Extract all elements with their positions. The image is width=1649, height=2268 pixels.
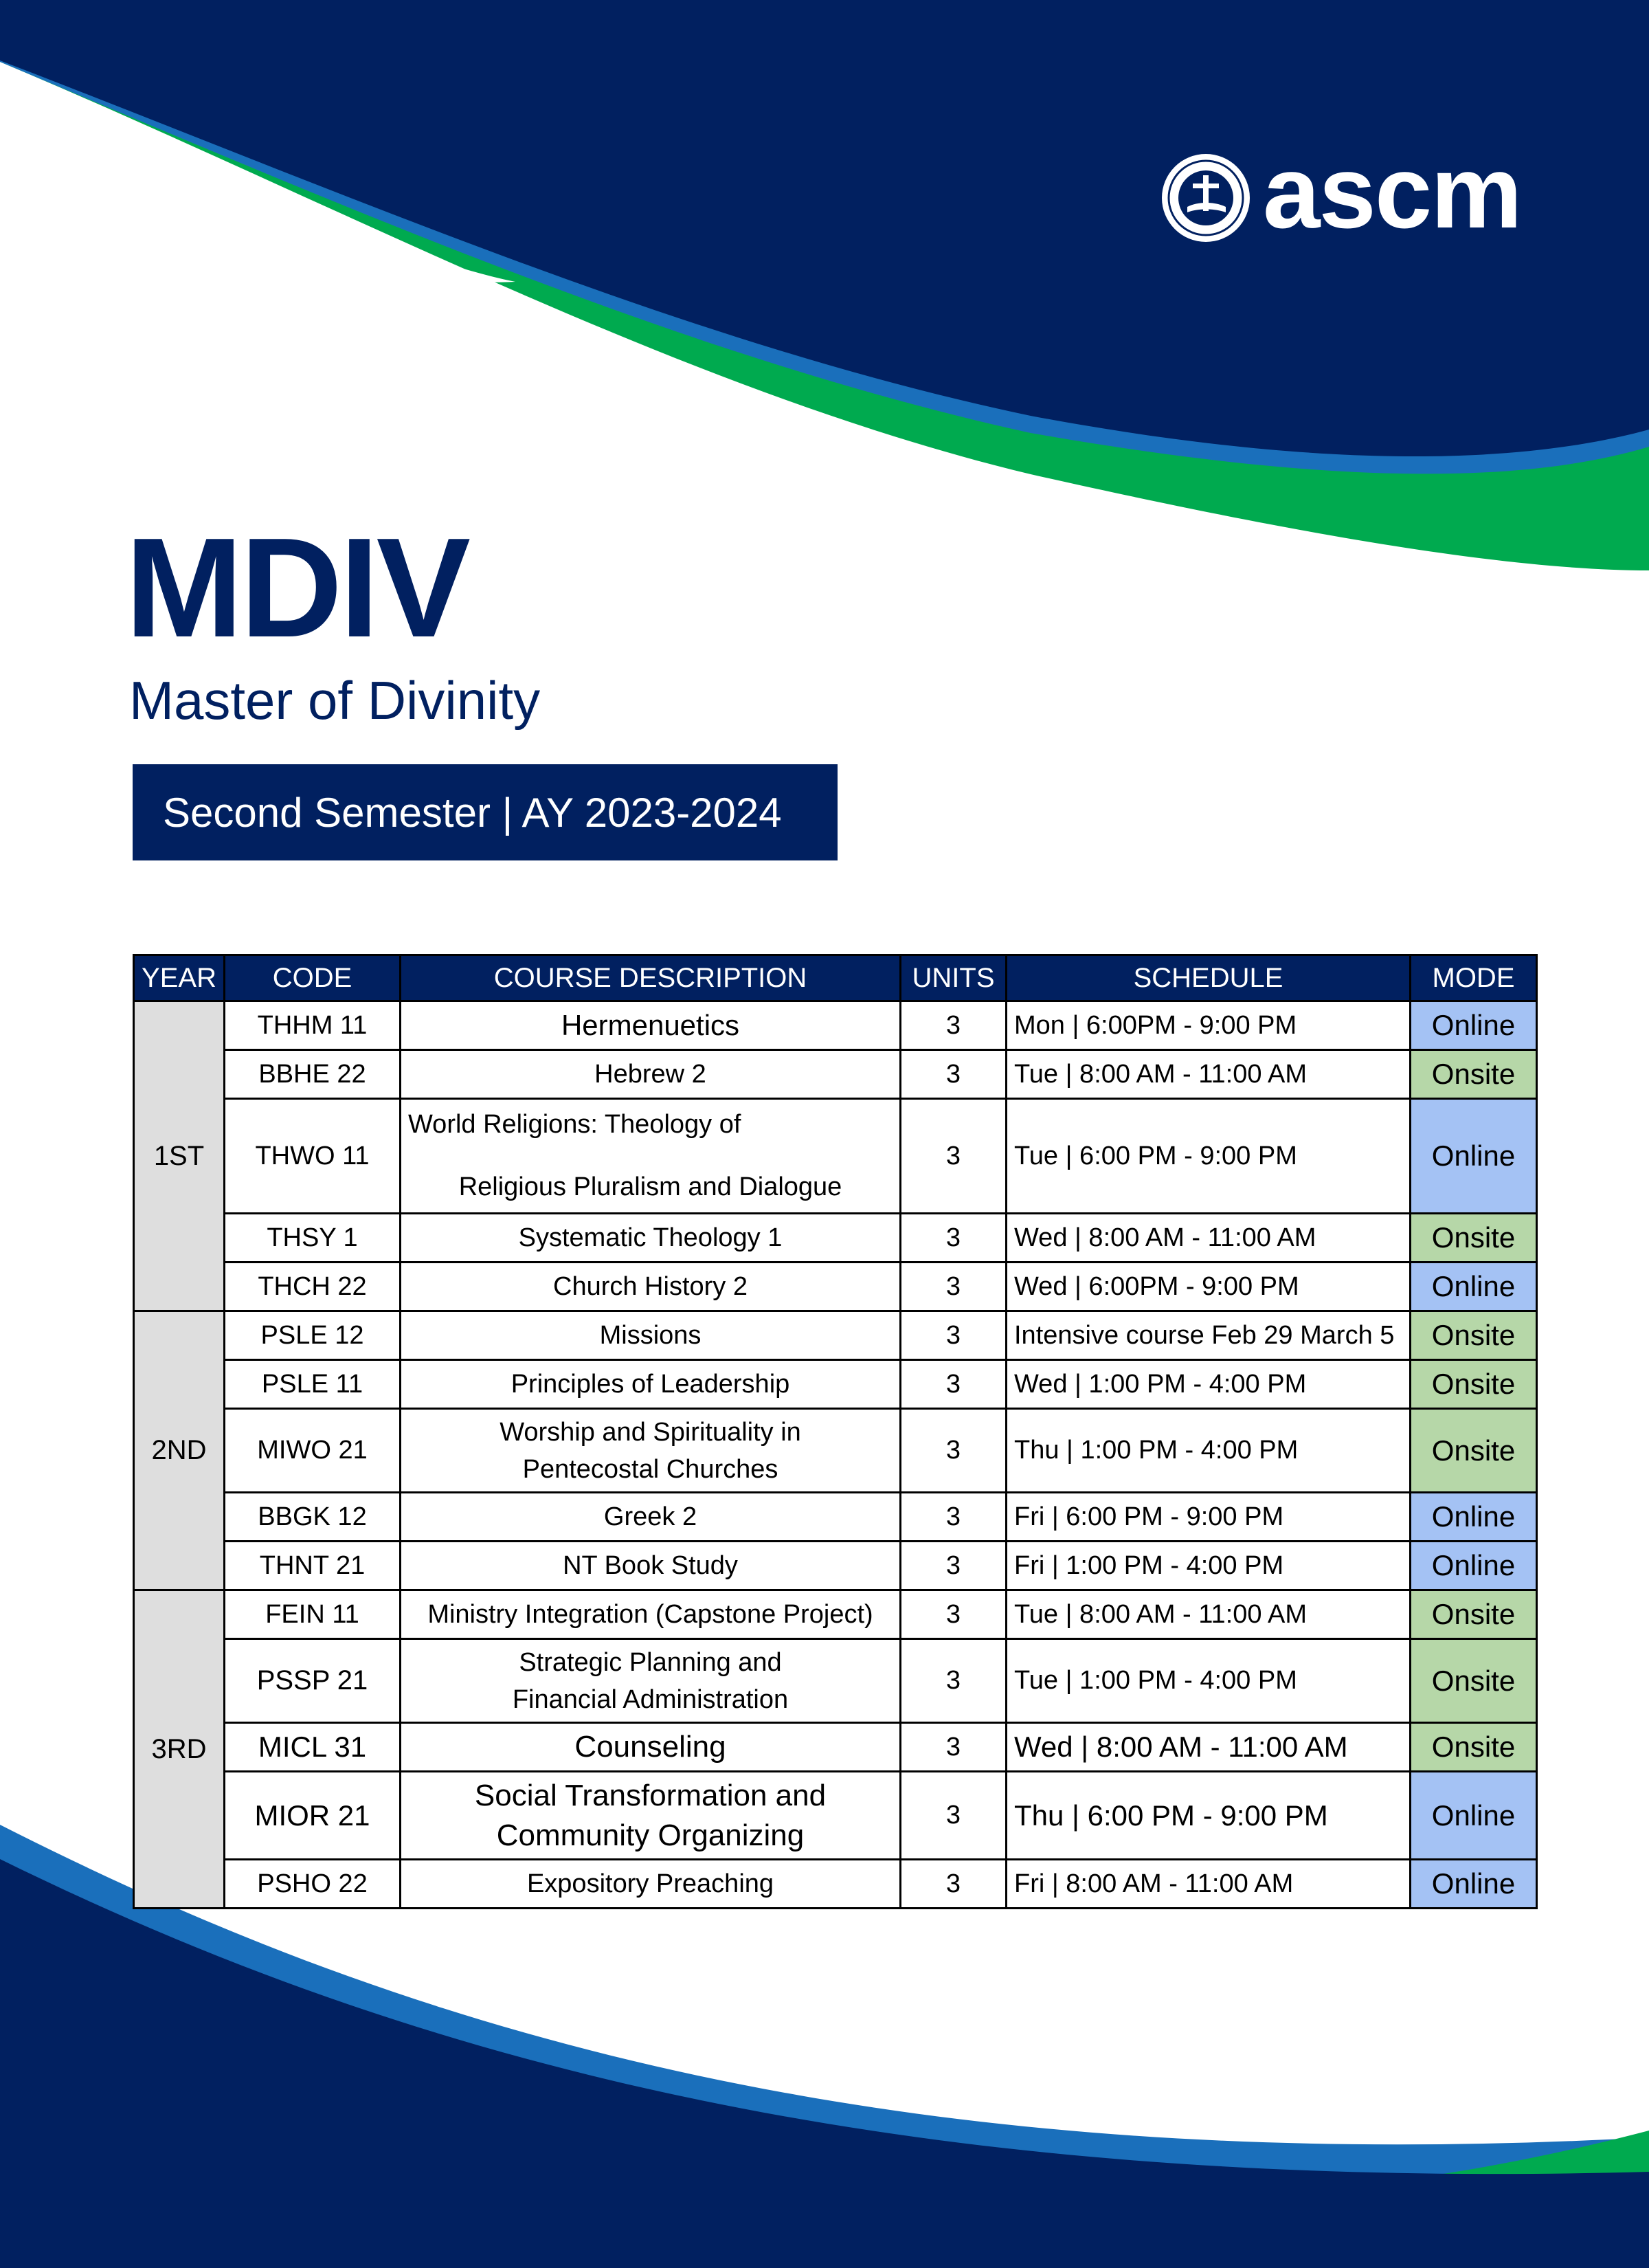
description-line-2: Financial Administration [512, 1685, 789, 1714]
units-cell: 3 [901, 1639, 1007, 1723]
description-cell: Church History 2 [401, 1263, 901, 1311]
mode-cell: Onsite [1411, 1360, 1537, 1409]
mode-cell: Onsite [1411, 1311, 1537, 1360]
schedule-cell: Tue | 1:00 PM - 4:00 PM [1007, 1639, 1411, 1723]
code-cell: PSSP 21 [225, 1639, 401, 1723]
schedule-cell: Intensive course Feb 29 March 5 [1007, 1311, 1411, 1360]
semester-banner [133, 764, 838, 860]
schedule-cell: Wed | 8:00 AM - 11:00 AM [1007, 1214, 1411, 1263]
table-row [134, 1263, 1537, 1311]
col-header-code: CODE [225, 955, 401, 1001]
code-cell: PSHO 22 [225, 1860, 401, 1909]
units-cell: 3 [901, 1263, 1007, 1311]
description-line-1: Strategic Planning and [519, 1647, 782, 1677]
logo-wordmark: ascm [1263, 134, 1521, 249]
description-cell: Expository Preaching [401, 1860, 901, 1909]
mode-cell: Onsite [1411, 1214, 1537, 1263]
units-cell: 3 [901, 1493, 1007, 1542]
table-row [134, 1214, 1537, 1263]
description-line-2: Pentecostal Churches [522, 1454, 778, 1484]
table-row [134, 1639, 1537, 1723]
units-cell: 3 [901, 1590, 1007, 1639]
code-cell: MIOR 21 [225, 1772, 401, 1860]
description-line-2: Community Organizing [496, 1818, 805, 1852]
units-cell: 3 [901, 1099, 1007, 1214]
schedule-cell: Fri | 6:00 PM - 9:00 PM [1007, 1493, 1411, 1542]
description-line-1: Worship and Spirituality in [500, 1417, 801, 1447]
mode-cell: Onsite [1411, 1050, 1537, 1099]
year-cell-1st: 1ST [134, 1001, 225, 1311]
code-cell: MICL 31 [225, 1723, 401, 1772]
description-cell: Principles of Leadership [401, 1360, 901, 1409]
units-cell: 3 [901, 1001, 1007, 1050]
table-row [134, 1542, 1537, 1590]
code-cell: PSLE 12 [225, 1311, 401, 1360]
table-row [134, 1311, 1537, 1360]
description-cell [401, 1409, 901, 1493]
mode-cell: Onsite [1411, 1590, 1537, 1639]
code-cell: THCH 22 [225, 1263, 401, 1311]
code-cell: MIWO 21 [225, 1409, 401, 1493]
schedule-cell: Tue | 8:00 AM - 11:00 AM [1007, 1590, 1411, 1639]
units-cell: 3 [901, 1860, 1007, 1909]
units-cell: 3 [901, 1542, 1007, 1590]
schedule-cell: Wed | 6:00PM - 9:00 PM [1007, 1263, 1411, 1311]
description-cell [401, 1099, 901, 1214]
description-cell: Ministry Integration (Capstone Project) [401, 1590, 901, 1639]
description-cell: Systematic Theology 1 [401, 1214, 901, 1263]
table-header-row [134, 955, 1537, 1001]
table-row [134, 1860, 1537, 1909]
table-row [134, 1050, 1537, 1099]
code-cell: BBGK 12 [225, 1493, 401, 1542]
schedule-cell: Wed | 1:00 PM - 4:00 PM [1007, 1360, 1411, 1409]
units-cell: 3 [901, 1050, 1007, 1099]
year-cell-3rd: 3RD [134, 1590, 225, 1909]
description-line-2: Religious Pluralism and Dialogue [458, 1172, 842, 1201]
year-cell-2nd: 2ND [134, 1311, 225, 1590]
schedule-cell: Tue | 6:00 PM - 9:00 PM [1007, 1099, 1411, 1214]
description-cell [401, 1639, 901, 1723]
col-header-description: COURSE DESCRIPTION [401, 955, 901, 1001]
ascm-seal-icon [1160, 152, 1252, 244]
description-cell [401, 1772, 901, 1860]
schedule-table [133, 954, 1538, 1909]
mode-cell: Online [1411, 1263, 1537, 1311]
units-cell: 3 [901, 1311, 1007, 1360]
mode-cell: Online [1411, 1772, 1537, 1860]
col-header-year: YEAR [134, 955, 225, 1001]
col-header-mode: MODE [1411, 955, 1537, 1001]
description-line-1: Social Transformation and [474, 1778, 827, 1812]
mode-cell: Online [1411, 1099, 1537, 1214]
schedule-cell: Thu | 6:00 PM - 9:00 PM [1007, 1772, 1411, 1860]
schedule-cell: Wed | 8:00 AM - 11:00 AM [1007, 1723, 1411, 1772]
mode-cell: Online [1411, 1542, 1537, 1590]
col-header-units: UNITS [901, 955, 1007, 1001]
bottom-navy-wave [0, 1859, 1649, 2268]
table-row [134, 1590, 1537, 1639]
program-title: MDIV [125, 509, 468, 667]
col-header-schedule: SCHEDULE [1007, 955, 1411, 1001]
code-cell: THSY 1 [225, 1214, 401, 1263]
semester-text: Second Semester | AY 2023-2024 [163, 789, 782, 836]
program-subtitle: Master of Divinity [129, 670, 541, 731]
description-cell: Missions [401, 1311, 901, 1360]
description-line-1: World Religions: Theology of [408, 1110, 741, 1139]
table-row [134, 1723, 1537, 1772]
code-cell: THWO 11 [225, 1099, 401, 1214]
schedule-cell: Mon | 6:00PM - 9:00 PM [1007, 1001, 1411, 1050]
table-row [134, 1409, 1537, 1493]
units-cell: 3 [901, 1409, 1007, 1493]
ascm-logo [1160, 134, 1531, 249]
units-cell: 3 [901, 1214, 1007, 1263]
table-row [134, 1099, 1537, 1214]
code-cell: BBHE 22 [225, 1050, 401, 1099]
units-cell: 3 [901, 1360, 1007, 1409]
schedule-cell: Thu | 1:00 PM - 4:00 PM [1007, 1409, 1411, 1493]
description-cell: Hebrew 2 [401, 1050, 901, 1099]
table-row [134, 1360, 1537, 1409]
code-cell: PSLE 11 [225, 1360, 401, 1409]
schedule-cell: Fri | 1:00 PM - 4:00 PM [1007, 1542, 1411, 1590]
table-row [134, 1493, 1537, 1542]
code-cell: THNT 21 [225, 1542, 401, 1590]
description-cell: NT Book Study [401, 1542, 901, 1590]
mode-cell: Onsite [1411, 1723, 1537, 1772]
schedule-cell: Tue | 8:00 AM - 11:00 AM [1007, 1050, 1411, 1099]
mode-cell: Online [1411, 1860, 1537, 1909]
table-row [134, 1772, 1537, 1860]
description-cell: Hermenuetics [401, 1001, 901, 1050]
mode-cell: Online [1411, 1001, 1537, 1050]
description-cell: Greek 2 [401, 1493, 901, 1542]
schedule-cell: Fri | 8:00 AM - 11:00 AM [1007, 1860, 1411, 1909]
units-cell: 3 [901, 1723, 1007, 1772]
code-cell: THHM 11 [225, 1001, 401, 1050]
mode-cell: Online [1411, 1493, 1537, 1542]
code-cell: FEIN 11 [225, 1590, 401, 1639]
description-cell: Counseling [401, 1723, 901, 1772]
units-cell: 3 [901, 1772, 1007, 1860]
mode-cell: Onsite [1411, 1639, 1537, 1723]
mode-cell: Onsite [1411, 1409, 1537, 1493]
table-row [134, 1001, 1537, 1050]
